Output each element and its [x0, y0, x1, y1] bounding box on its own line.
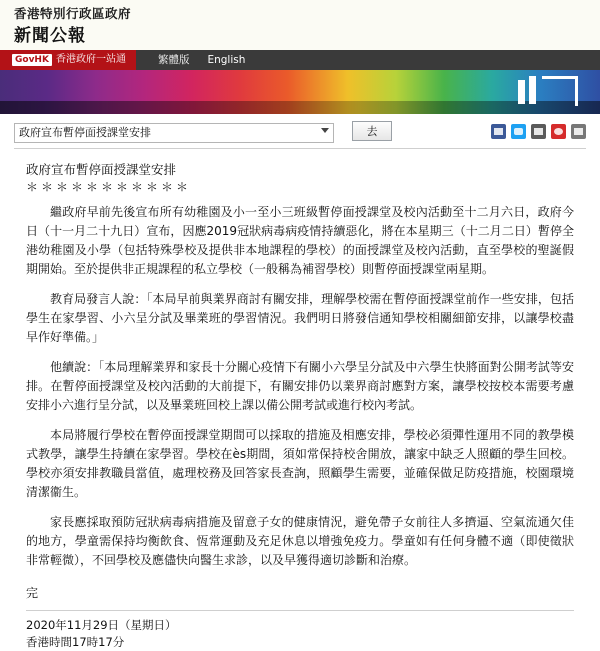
- article-paragraph: 教育局發言人說：「本局早前與業界商討有關安排，理解學校需在暫停面授課堂前作一些安排，包括學生在家學習、小六呈分試及畢業班的學習情況。我們明日將發信通知學校相關細節安排，以讓學校盡早作好準備。」: [26, 292, 574, 344]
- color-banner: [0, 70, 600, 114]
- article-paragraph: 繼政府早前先後宣布所有幼稚園及小一至小三班級暫停面授課堂及校內活動至十二月六日，政府今日（十一月二十九日）宣布，因應2019冠狀病毒病疫情持續惡化，將在本星期三（十二月二日）暫停全港幼稚園及小學（包括特殊學校及提供非本地課程的學校）的面授課堂及校內活動，直至學校的聖誕假期開始。至於提供非正規課程的私立學校（一般稱為補習學校）則暫停面授課堂兩星期。: [26, 205, 574, 276]
- topic-toolbar: [0, 114, 600, 148]
- govhk-link[interactable]: [0, 50, 136, 70]
- print-icon[interactable]: [571, 124, 586, 139]
- twitter-share-icon[interactable]: [511, 124, 526, 139]
- govhk-brand-label: GovHK: [12, 54, 52, 66]
- brand-logo-icon: [518, 76, 578, 108]
- article-end-mark: 完: [26, 586, 39, 600]
- article-title: 政府宣布暫停面授課堂安排: [26, 162, 177, 177]
- article-date: 2020年11月29日（星期日）: [26, 618, 177, 632]
- article-star-divider: ＊＊＊＊＊＊＊＊＊＊＊: [26, 180, 192, 194]
- top-navigation: [0, 50, 600, 70]
- article-body: [0, 149, 600, 651]
- site-subtitle: 新聞公報: [14, 26, 86, 46]
- share-icon-group: [491, 124, 586, 139]
- nav-link-english[interactable]: English: [207, 54, 246, 66]
- article-paragraph: 他續說：「本局理解業界和家長十分關心疫情下有關小六學呈分試及中六學生快將面對公開考試等安排。在暫停面授課堂及校內活動的大前提下，有關安排仍以業界商討應對方案，讓學校按校本需要考慮安排小六進行呈分試，以及畢業班回校上課以備公開考試或進行校內考試。: [26, 360, 574, 412]
- site-header: [0, 0, 600, 50]
- email-share-icon[interactable]: [531, 124, 546, 139]
- weibo-share-icon[interactable]: [551, 124, 566, 139]
- article-footer-divider: [26, 610, 574, 611]
- article-time: 香港時間17時17分: [26, 635, 125, 649]
- article-paragraph: 本局將履行學校在暫停面授課堂期間可以採取的措施及相應安排，學校必須彈性運用不同的教學模式教學，讓學生持續在家學習。學校在ès期間，須如常保持校舍開放，讓家中缺乏人照顧的學生回校。學校亦須安排教職員當值，處理校務及回答家長查詢，照顧學生需要，並確保做足防疫措施，校園環境清潔衞生。: [26, 428, 574, 499]
- language-links: [136, 50, 600, 70]
- topic-select-wrapper: [14, 121, 334, 141]
- banner-shadow-strip: [0, 101, 600, 114]
- article-paragraph: 家長應採取預防冠狀病毒病措施及留意子女的健康情況，避免帶子女前往人多擠逼、空氣流通欠佳的地方，學童需保持均衡飲食、恆常運動及充足休息以增強免疫力。學童如有任何身體不適（即使徵狀非常輕微），不回學校及應儘快向醫生求診，以及早獲得適切診斷和治療。: [26, 515, 574, 567]
- facebook-share-icon[interactable]: [491, 124, 506, 139]
- nav-link-traditional[interactable]: 繁體版: [157, 54, 190, 66]
- site-title: 香港特別行政區政府: [14, 6, 132, 21]
- govhk-chinese-label: 香港政府一站通: [55, 54, 126, 65]
- go-button[interactable]: 去: [352, 121, 392, 141]
- topic-select[interactable]: [14, 123, 334, 143]
